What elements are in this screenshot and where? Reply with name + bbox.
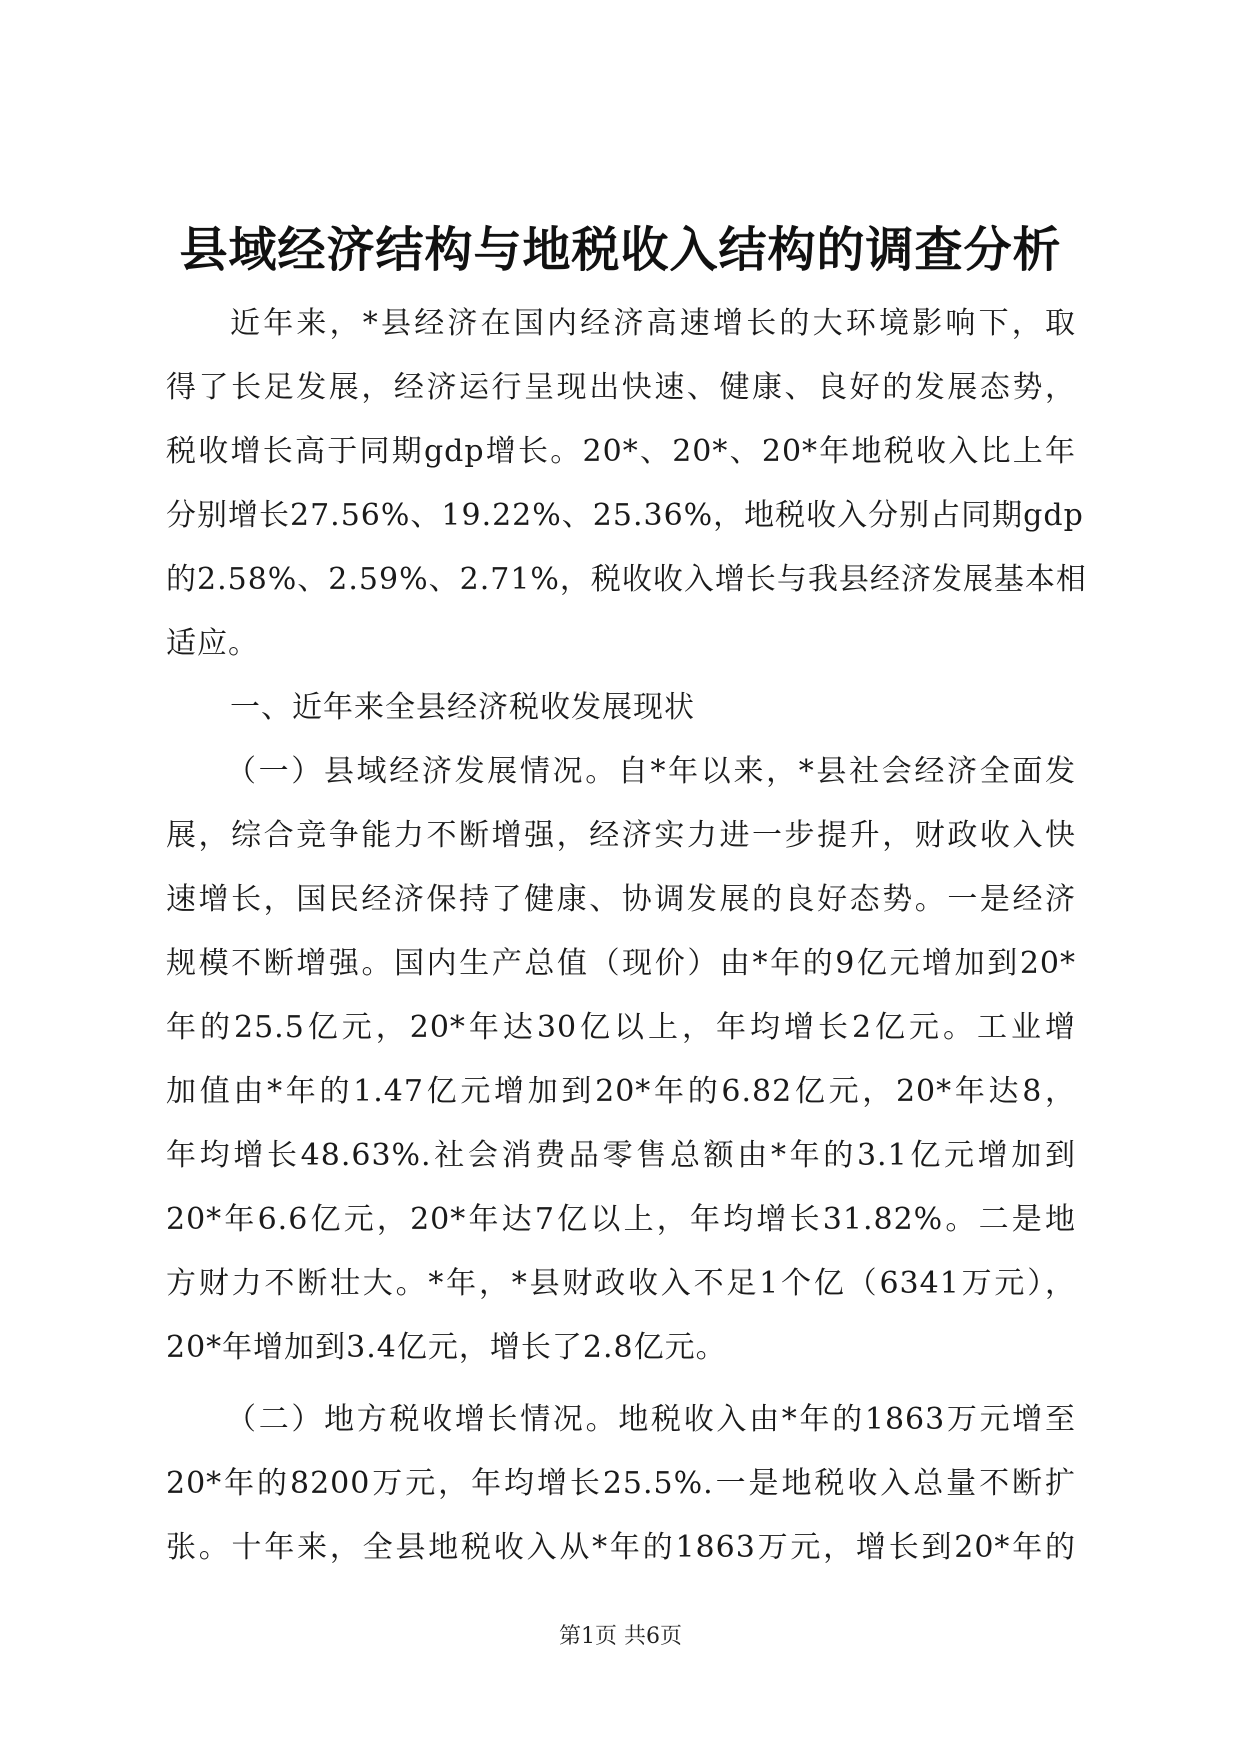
document-title: 县域经济结构与地税收入结构的调查分析 bbox=[179, 222, 1062, 278]
paragraph-line: 分别增长27.56%、19.22%、25.36%，地税收入分别占同期gdp bbox=[166, 498, 1084, 533]
paragraph-line: 展，综合竞争能力不断增强，经济实力进一步提升，财政收入快 bbox=[166, 818, 1076, 853]
paragraph-line: 近年来，*县经济在国内经济高速增长的大环境影响下，取 bbox=[230, 306, 1076, 341]
paragraph-line: 20*年增加到3.4亿元，增长了2.8亿元。 bbox=[166, 1330, 727, 1365]
paragraph-line: （一）县域经济发展情况。自*年以来，*县社会经济全面发 bbox=[226, 754, 1076, 789]
paragraph-line: 年均增长48.63%.社会消费品零售总额由*年的3.1亿元增加到 bbox=[166, 1138, 1076, 1173]
section-heading: 一、近年来全县经济税收发展现状 bbox=[230, 690, 695, 725]
paragraph-line: 加值由*年的1.47亿元增加到20*年的6.82亿元，20*年达8， bbox=[166, 1074, 1076, 1109]
paragraph-line: 适应。 bbox=[166, 626, 259, 661]
paragraph-line: 20*年的8200万元，年均增长25.5%.一是地税收入总量不断扩 bbox=[166, 1466, 1076, 1501]
paragraph-gap bbox=[166, 1380, 1076, 1388]
paragraph-line: 速增长，国民经济保持了健康、协调发展的良好态势。一是经济 bbox=[166, 882, 1076, 917]
paragraph-line: 的2.58%、2.59%、2.71%，税收收入增长与我县经济发展基本相 bbox=[166, 562, 1087, 597]
paragraph-line: 年的25.5亿元，20*年达30亿以上，年均增长2亿元。工业增 bbox=[166, 1010, 1076, 1045]
page-footer: 第1页 共6页 bbox=[559, 1624, 682, 1649]
paragraph-line: 得了长足发展，经济运行呈现出快速、健康、良好的发展态势， bbox=[166, 370, 1076, 405]
paragraph-line: （二）地方税收增长情况。地税收入由*年的1863万元增至 bbox=[226, 1402, 1076, 1437]
paragraph-line: 税收增长高于同期gdp增长。20*、20*、20*年地税收入比上年 bbox=[166, 434, 1076, 469]
paragraph-line: 20*年6.6亿元，20*年达7亿以上，年均增长31.82%。二是地 bbox=[166, 1202, 1076, 1237]
paragraph-line: 规模不断增强。国内生产总值（现价）由*年的9亿元增加到20* bbox=[166, 946, 1076, 981]
document-body bbox=[166, 292, 1087, 1580]
paragraph-line: 张。十年来，全县地税收入从*年的1863万元，增长到20*年的 bbox=[166, 1530, 1076, 1565]
paragraph-line: 方财力不断壮大。*年，*县财政收入不足1个亿（6341万元）， bbox=[166, 1266, 1076, 1301]
